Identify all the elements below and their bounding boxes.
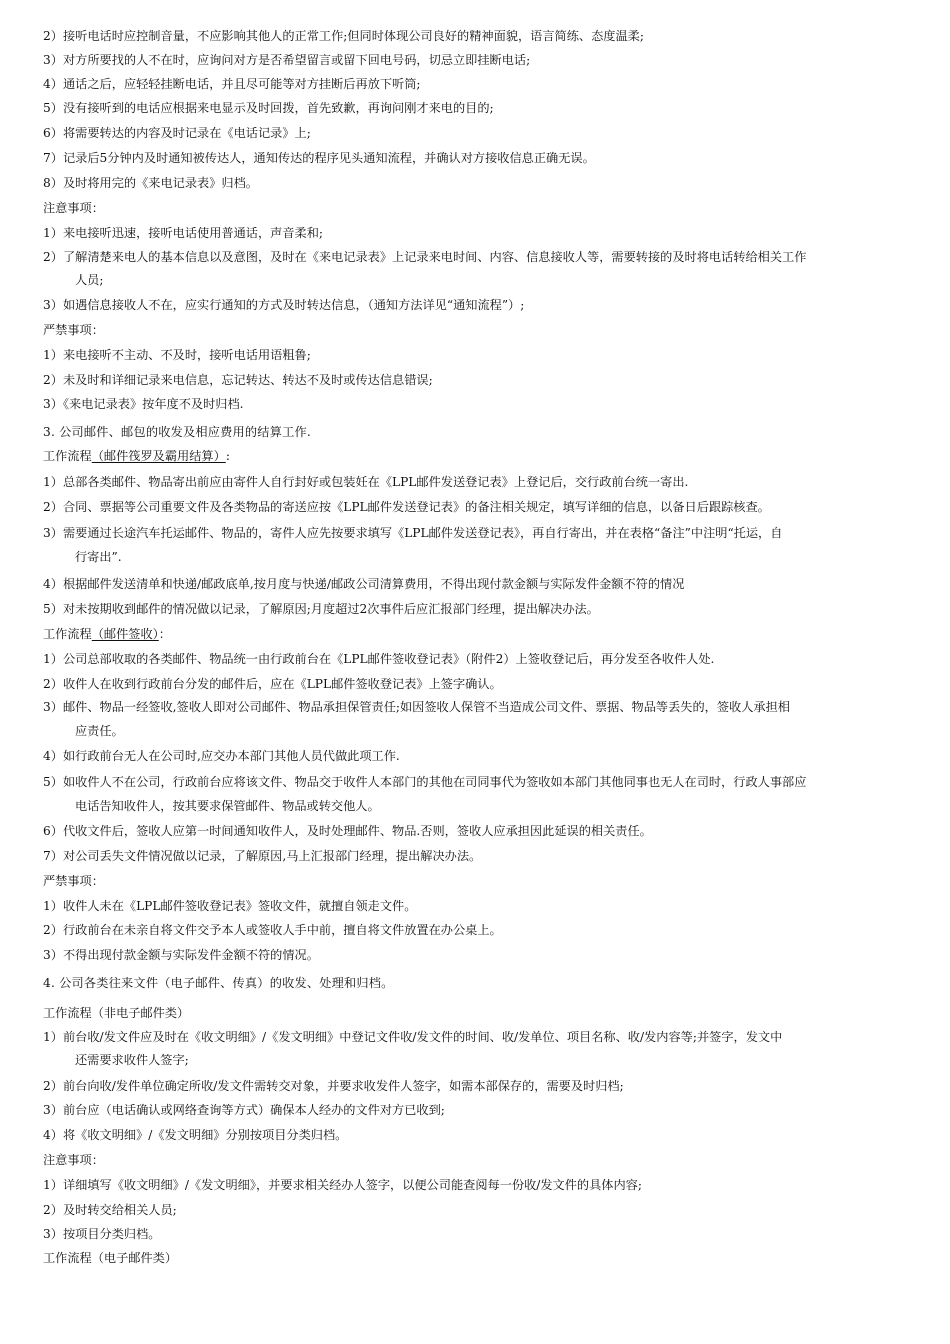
text-line: 7）对公司丢失文件情况做以记录，了解原因,马上汇报部门经理，提出解决办法。 bbox=[43, 849, 482, 863]
workflow-heading bbox=[43, 625, 911, 643]
text-line-continued: 人员; bbox=[75, 273, 104, 287]
text-line: 3）前台应（电话确认或网络查询等方式）确保本人经办的文件对方已收到; bbox=[43, 1103, 445, 1117]
text-line: 3）邮件、物品一经签收,签收人即对公司邮件、物品承担保管责任;如因签收人保管不当造成公司文件、票据、物品等丢失的，签收人承担相 bbox=[43, 700, 790, 714]
text-line: 3）《来电记录表》按年度不及时归档. bbox=[43, 397, 244, 411]
workflow-heading: 工作流程（电子邮件类） bbox=[43, 1251, 178, 1265]
text-line: 1）来电接听不主动、不及时，接听电话用语粗鲁; bbox=[43, 348, 311, 362]
workflow-heading: 工作流程（非电子邮件类） bbox=[43, 1006, 190, 1020]
text-line: 2）前台向收/发件单位确定所收/发文件需转交对象，并要求收发件人签字，如需本部保存的，需要及时归档; bbox=[43, 1079, 624, 1093]
text-line: 3）不得出现付款金额与实际发件金额不符的情况。 bbox=[43, 948, 319, 962]
text-line: 8）及时将用完的《来电记录表》归档。 bbox=[43, 176, 258, 190]
section-label: 注意事项： bbox=[43, 201, 104, 215]
text-line: 2）及时转交给相关人员; bbox=[43, 1203, 177, 1217]
text-line: 2）合同、票据等公司重要文件及各类物品的寄送应按《LPL邮件发送登记表》的备注相关规定，填写详细的信息，以备日后跟踪核查。 bbox=[43, 500, 770, 514]
text-line: 1）总部各类邮件、物品寄出前应由寄件人自行封好或包装妊在《LPL邮件发送登记表》上登记后，交行政前台统一寄出. bbox=[43, 475, 689, 489]
section-label: 严禁事项： bbox=[43, 874, 104, 888]
workflow-heading-suffix: : bbox=[225, 449, 230, 463]
text-line: 4）如行政前台无人在公司时,应交办本部门其他人员代做此项工作. bbox=[43, 749, 400, 763]
text-line: 3）对方所要找的人不在时，应询问对方是否希望留言或留下回电号码，切忌立即挂断电话; bbox=[43, 53, 531, 67]
text-line: 5）对未按期收到邮件的情况做以记录，了解原因;月度超过2次事件后应汇报部门经理，提出解决办法。 bbox=[43, 602, 599, 616]
workflow-heading-underlined: （邮件签收） bbox=[91, 627, 159, 641]
workflow-heading bbox=[43, 447, 911, 465]
text-line: 2）行政前台在未亲自将文件交予本人或签收人手中前，擅自将文件放置在办公桌上。 bbox=[43, 923, 502, 937]
text-line: 4）通话之后，应轻轻挂断电话，并且尽可能等对方挂断后再放下听筒; bbox=[43, 77, 421, 91]
text-line: 5）如收件人不在公司，行政前台应将该文件、物品交于收件人本部门的其他在司同事代为签收如本部门其他同事也无人在司时，行政人事部应 bbox=[43, 775, 807, 789]
text-line: 2）了解清楚来电人的基本信息以及意图，及时在《来电记录表》上记录来电时间、内容、信息接收人等，需要转接的及时将电话转给相关工作 bbox=[43, 250, 807, 264]
text-line-continued: 应责任。 bbox=[75, 724, 124, 738]
text-line: 1）来电接听迅速，接听电话使用普通话，声音柔和; bbox=[43, 226, 323, 240]
text-line: 2）未及时和详细记录来电信息，忘记转达、转达不及时或传达信息错误; bbox=[43, 373, 433, 387]
text-line: 4）根据邮件发送清单和快递/邮政底单,按月度与快递/邮政公司清算费用，不得出现付款金额与实际发件金额不符的情况 bbox=[43, 577, 685, 591]
text-line: 6）代收文件后，签收人应第一时间通知收件人，及时处理邮件、物品.否则，签收人应承担因此延误的相关责任。 bbox=[43, 824, 652, 838]
section-label: 注意事项： bbox=[43, 1153, 104, 1167]
text-line: 6）将需要转达的内容及时记录在《电话记录》上; bbox=[43, 126, 311, 140]
workflow-heading-prefix: 工作流程 bbox=[43, 449, 92, 463]
workflow-heading-underlined: （邮件筏罗及霸用结算） bbox=[91, 449, 226, 463]
text-line: 2）收件人在收到行政前台分发的邮件后，应在《LPL邮件签收登记表》上签字确认。 bbox=[43, 677, 502, 691]
text-line: 2）接听电话时应控制音量，不应影响其他人的正常工作;但同时体现公司良好的精神面貌，语言简练、态度温柔; bbox=[43, 29, 644, 43]
section-heading: 3. 公司邮件、邮包的收发及相应费用的结算工作. bbox=[43, 425, 311, 439]
text-line: 1）前台收/发文件应及时在《收文明细》/《发文明细》中登记文件收/发文件的时间、收/发单位、项目名称、收/发内容等;并签字，发文中 bbox=[43, 1030, 783, 1044]
section-heading: 4. 公司各类往来文件（电子邮件、传真）的收发、处理和归档。 bbox=[43, 976, 394, 990]
section-label: 严禁事项： bbox=[43, 323, 104, 337]
text-line: 4）将《收文明细》/《发文明细》分别按项目分类归档。 bbox=[43, 1128, 348, 1142]
text-line: 1）公司总部收取的各类邮件、物品统一由行政前台在《LPL邮件签收登记表》（附件2）上签收登记后，再分发至各收件人处. bbox=[43, 652, 715, 666]
workflow-heading-suffix: ： bbox=[158, 627, 171, 641]
text-line-continued: 行寄出”. bbox=[75, 550, 122, 564]
text-line: 3）如遇信息接收人不在，应实行通知的方式及时转达信息，（通知方法详见“通知流程”）; bbox=[43, 298, 525, 312]
text-line: 3）需要通过长途汽车托运邮件、物品的，寄件人应先按要求填写《LPL邮件发送登记表》，再自行寄出，并在表格“备注”中注明“托运，自 bbox=[43, 526, 783, 540]
text-line-continued: 还需要求收件人签字; bbox=[75, 1053, 189, 1067]
text-line: 1）详细填写《收文明细》/《发文明细》，并要求相关经办人签字，以便公司能查阅每一份收/发文件的具体内容; bbox=[43, 1178, 642, 1192]
text-line: 7）记录后5分钟内及时通知被传达人，通知传达的程序见头通知流程，并确认对方接收信息正确无误。 bbox=[43, 151, 595, 165]
text-line-continued: 电话告知收件人，按其要求保管邮件、物品或转交他人。 bbox=[75, 799, 380, 813]
text-line: 1）收件人未在《LPL邮件签收登记表》签收文件，就擅自领走文件。 bbox=[43, 899, 417, 913]
text-line: 3）按项目分类归档。 bbox=[43, 1227, 161, 1241]
text-line: 5）没有接听到的电话应根据来电显示及时回拨，首先致歉，再询问刚才来电的目的; bbox=[43, 101, 494, 115]
workflow-heading-prefix: 工作流程 bbox=[43, 627, 92, 641]
